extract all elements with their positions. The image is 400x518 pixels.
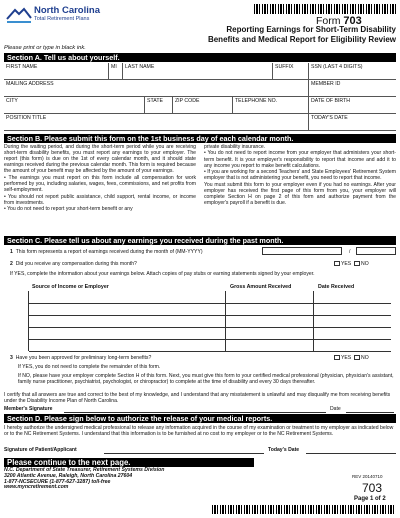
barcode-bottom [212, 505, 396, 514]
form-number: Form 703 [316, 15, 362, 27]
footer-form-number: 703 [362, 481, 383, 495]
question-3-no-note: If NO, please have your employer complete Section H of this form. Next, you must give this form to your certified medical professional (physician, physician's assistant, family nurse practitioner, psychiatrist, psychologist, or chiropractor) to complete at the time of disability and every 30 days thereafter. [18, 373, 394, 385]
question-3-yes-note: If YES, you do not need to complete the remainder of this form. [18, 364, 161, 370]
mailing-address-field[interactable]: MAILING ADDRESS [6, 81, 54, 87]
section-b-bullet: • You do not need to report income from your employer that administers your short-term benefit. It is your employer's responsibility to report that income and add it to any income you report to make benefit calculations. [204, 150, 396, 169]
state-field[interactable]: STATE [144, 97, 172, 114]
certification-text: I certify that all answers are true and correct to the best of my knowledge, and I understand that any misstatement is unlawful and may disqualify me from receiving benefits under the Disability Income Plan of North Carolina. [4, 392, 391, 404]
section-b-right-column [204, 144, 396, 207]
city-field[interactable]: CITY [6, 98, 18, 104]
logo-title: North Carolina [34, 5, 100, 16]
continue-banner: Please continue to the next page. [4, 458, 254, 467]
patient-signature-label: Signature of Patient/Applicant [4, 447, 77, 453]
question-1: 1 This form represents a report of earnings received during the month of (MM-YYYY) [10, 249, 203, 255]
patient-date-line[interactable] [306, 453, 396, 454]
member-id-field[interactable]: MEMBER ID [308, 80, 396, 97]
print-note: Please print or type in black ink. [4, 45, 86, 51]
earnings-table-divider [313, 291, 314, 351]
date-of-birth-field[interactable]: DATE OF BIRTH [308, 97, 396, 114]
q2-no-checkbox[interactable] [354, 261, 360, 266]
section-a-heading: Section A. Tell us about yourself. [4, 53, 396, 62]
section-b-heading: Section B. Please submit this form on the 1st business day of each calendar month. [4, 134, 396, 143]
earnings-row[interactable] [29, 303, 391, 304]
earnings-table-header-gross: Gross Amount Received [230, 284, 292, 290]
q3-no-checkbox[interactable] [354, 355, 360, 360]
earnings-row[interactable] [29, 327, 391, 328]
section-b-left-column [4, 144, 196, 213]
question-2-followup: If YES, complete the information about your earnings below. Attach copies of pay stubs or earning statements signed by your employer. [10, 271, 315, 277]
section-b-bullet: • You should not report public assistance, child support, rental income, or income from investments. [4, 193, 196, 206]
last-name-field[interactable]: LAST NAME [122, 63, 272, 80]
earnings-row[interactable] [29, 315, 391, 316]
member-signature-date-line[interactable] [346, 412, 394, 413]
row-name [4, 63, 396, 80]
earnings-table [28, 291, 390, 351]
question-2-answers: YES NO [334, 261, 369, 267]
member-signature-line[interactable] [64, 412, 326, 413]
month-year-separator: / [349, 249, 351, 255]
footer-address-block: N.C. Department of State Treasurer, Retirement Systems Division 3200 Atlantic Avenue, Raleigh, North Carolina 27604 1-877-NCSECURE (1-877-627-3287) toll-free www.myncretirement.com [4, 467, 165, 491]
report-year-field[interactable] [356, 247, 396, 255]
row-city [4, 97, 396, 114]
member-signature-date-label: Date [330, 406, 341, 412]
earnings-table-header-source: Source of Income or Employer [32, 284, 109, 290]
patient-date-label: Today's Date [268, 447, 300, 453]
todays-date-field[interactable]: TODAY'S DATE [308, 114, 396, 131]
section-b-paragraph: During the waiting period, and during the short-term period while you are receiving short-term disability benefits, you must report any earnings to your employer. The report (this form) is due on the 1st of every calendar month, and it should state earnings received during the previous calendar month. This form is required because the amount of your benefit may be affected by the amount of your earnings. [4, 144, 196, 175]
logo-subtitle: Total Retirement Plans [34, 16, 90, 22]
question-2: 2 Did you receive any compensation during this month? [10, 261, 137, 267]
earnings-row[interactable] [29, 339, 391, 340]
ssn-field[interactable]: SSN (LAST 4 DIGITS) [308, 63, 396, 80]
section-d-authorization-text: I hereby authorize the undersigned medical professional to release any information acquired in the course of my examination or treatment to my employer as indicated below or to the NC Retirement Systems. I understand that this information is to be furnished at no cost to my employer or to the NC Retirement Systems. [4, 425, 394, 437]
q3-yes-checkbox[interactable] [334, 355, 340, 360]
report-month-field[interactable] [262, 247, 342, 255]
page-number: Page 1 of 2 [354, 496, 386, 502]
earnings-row[interactable] [29, 351, 391, 352]
first-name-field[interactable]: FIRST NAME [6, 64, 38, 70]
row-address [4, 80, 396, 97]
middle-initial-field[interactable]: MI [108, 63, 122, 80]
section-b-paragraph: private disability insurance. [204, 144, 266, 150]
telephone-field[interactable]: TELEPHONE NO. [232, 97, 308, 114]
zip-code-field[interactable]: ZIP CODE [172, 97, 232, 114]
nc-retirement-logo-icon [6, 6, 32, 24]
barcode-top [254, 4, 396, 14]
member-signature-label: Member's Signature [4, 406, 53, 412]
question-3: 3 Have you been approved for preliminary long-term benefits? [10, 355, 152, 361]
section-b-bullet: • You do not need to report your short-term benefit or any [4, 206, 133, 213]
suffix-field[interactable]: SUFFIX [272, 63, 308, 80]
section-b-bullet: • If you are working for a second Teachers' and State Employees' Retirement System employer that is not administering your benefit, you need to report that income. [204, 169, 396, 182]
revision-date: REV 20140710 [352, 474, 383, 479]
q2-yes-checkbox[interactable] [334, 261, 340, 266]
section-b-bullet: • The earnings you must report on this form include all compensation for work performed by you, including salaries, wages, fees, commissions, and net profits from self-employment. [4, 174, 196, 194]
section-b-paragraph: You must submit this form to your employer even if you had no earnings. After your employer has received the first page of this form from you, your employer will complete Section H on page 2 of this form and authorize payment from the employer's payroll if a benefit is due. [204, 181, 396, 207]
earnings-table-divider [225, 291, 226, 351]
section-d-heading: Section D. Please sign below to authorize the release of your medical reports. [4, 414, 396, 423]
patient-signature-line[interactable] [104, 453, 264, 454]
form-title: Reporting Earnings for Short-Term Disability Benefits and Medical Report for Eligibility Review [207, 25, 396, 44]
earnings-table-header-date: Date Received [318, 284, 355, 290]
section-c-heading: Section C. Please tell us about any earnings you received during the past month. [4, 236, 396, 245]
row-position [4, 114, 396, 131]
position-title-field[interactable]: POSITION TITLE [6, 115, 47, 121]
question-3-answers: YES NO [334, 355, 369, 361]
